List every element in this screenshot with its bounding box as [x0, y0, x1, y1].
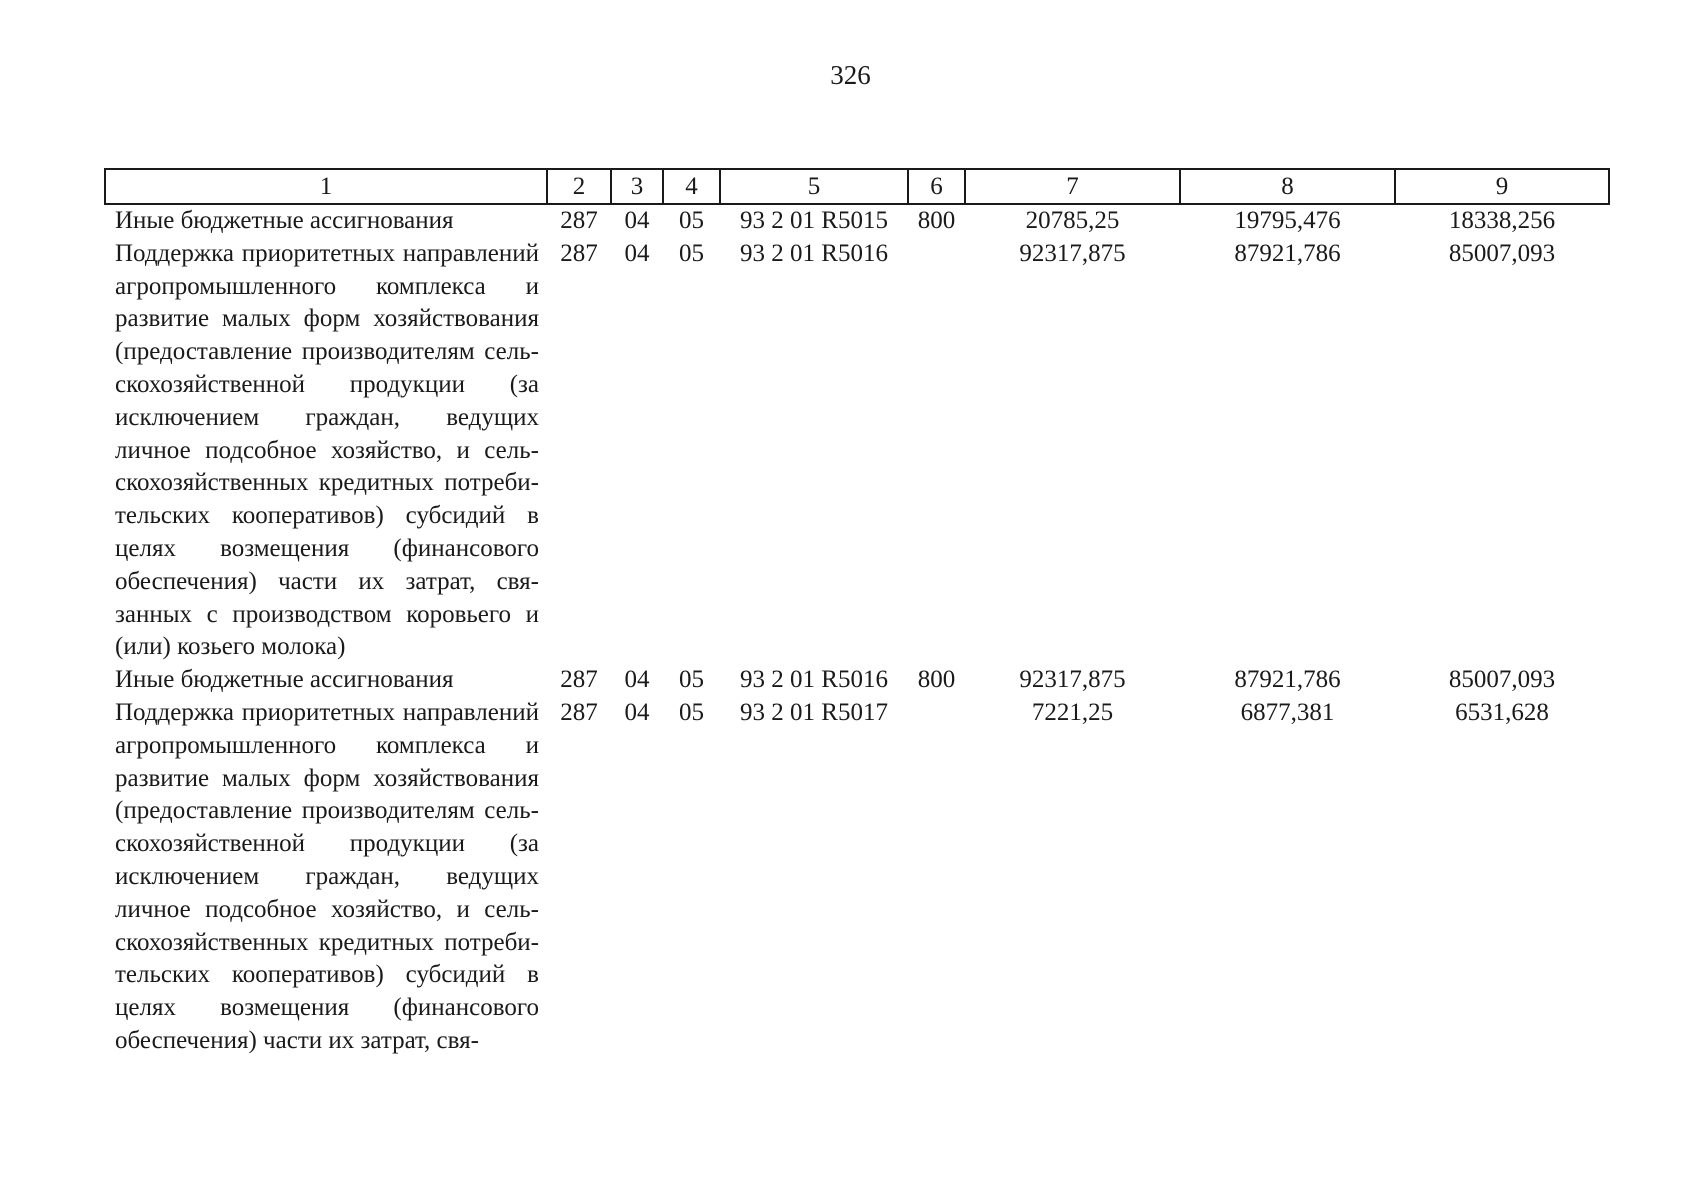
table-row	[105, 664, 1609, 697]
row-amount-col-7: 20785,25	[1025, 207, 1120, 234]
row-target-article: 93 2 01 R5016	[740, 666, 888, 694]
header-col-3: 3	[611, 169, 663, 204]
row-subsection-code: 05	[679, 207, 704, 234]
row-ministry-code: 287	[560, 207, 598, 234]
header-col-8: 8	[1180, 169, 1395, 204]
row-amount-col-9: 85007,093	[1448, 666, 1556, 694]
row-expense-type	[908, 238, 965, 664]
row-amount-col-7: 92317,875	[1019, 239, 1126, 267]
header-col-2: 2	[547, 169, 611, 204]
row-subsection-code: 05	[679, 698, 704, 726]
row-target-article: 93 2 01 R5017	[740, 698, 888, 726]
row-amount-col-9: 6531,628	[1455, 698, 1549, 726]
row-target-article: 93 2 01 R5016	[740, 239, 888, 267]
row-target-article: 93 2 01 R5015	[740, 207, 888, 234]
row-ministry-code: 287	[560, 666, 598, 694]
table-row	[105, 204, 1609, 238]
header-col-6: 6	[908, 169, 965, 204]
row-amount-col-7: 92317,875	[1019, 666, 1126, 694]
row-name: Иные бюджетные ассигнования	[115, 207, 454, 234]
row-amount-col-7: 7221,25	[1031, 698, 1114, 726]
row-name: Поддержка приоритетных направлений агропромышленного комплекса и развитие малых форм хозяйствования (предоставление производителям сельскохозяйственной продукции (за исключением граждан, ведущих личное подсобное хозяйство, и сельскохозяйственных кредитных потребительских кооперативов) субсидий в целях возмещения (финансового обеспечения) части их затрат, свя-	[115, 698, 539, 1054]
row-name: Поддержка приоритетных направлений агропромышленного комплекса и развитие малых форм хозяйствования (предоставление производителям сельскохозяйственной продукции (за исключением граждан, ведущих личное подсобное хозяйство, и сельскохозяйственных кредитных потребительских кооперативов) субсидий в целях возмещения (финансового обеспечения) части их затрат, связанных с производством коровьего и (или) козьего молока)	[115, 239, 539, 661]
table-header-row	[105, 169, 1609, 204]
header-col-9: 9	[1395, 169, 1609, 204]
row-amount-col-8: 19795,476	[1234, 207, 1341, 234]
row-section-code: 04	[624, 698, 650, 726]
row-expense-type: 800	[917, 666, 956, 694]
header-col-1: 1	[105, 169, 547, 204]
row-expense-type: 800	[917, 207, 956, 234]
header-col-5: 5	[720, 169, 908, 204]
row-ministry-code: 287	[560, 698, 598, 726]
table-row	[105, 697, 1609, 1058]
row-amount-col-9: 85007,093	[1448, 239, 1556, 267]
header-col-4: 4	[663, 169, 720, 204]
row-section-code: 04	[624, 239, 650, 267]
row-section-code: 04	[624, 207, 650, 234]
row-subsection-code: 05	[679, 666, 704, 694]
table-row	[105, 238, 1609, 664]
row-name: Иные бюджетные ассигнования	[115, 666, 454, 694]
budget-allocation-table	[104, 168, 1610, 1058]
row-subsection-code: 05	[679, 239, 704, 267]
header-col-7: 7	[965, 169, 1180, 204]
page-number: 326	[830, 60, 871, 90]
row-expense-type	[908, 697, 965, 1058]
row-amount-col-8: 87921,786	[1234, 666, 1341, 694]
row-ministry-code: 287	[560, 239, 598, 267]
row-amount-col-8: 87921,786	[1234, 239, 1341, 267]
row-amount-col-9: 18338,256	[1448, 207, 1556, 234]
row-amount-col-8: 6877,381	[1240, 698, 1335, 726]
row-section-code: 04	[624, 666, 650, 694]
